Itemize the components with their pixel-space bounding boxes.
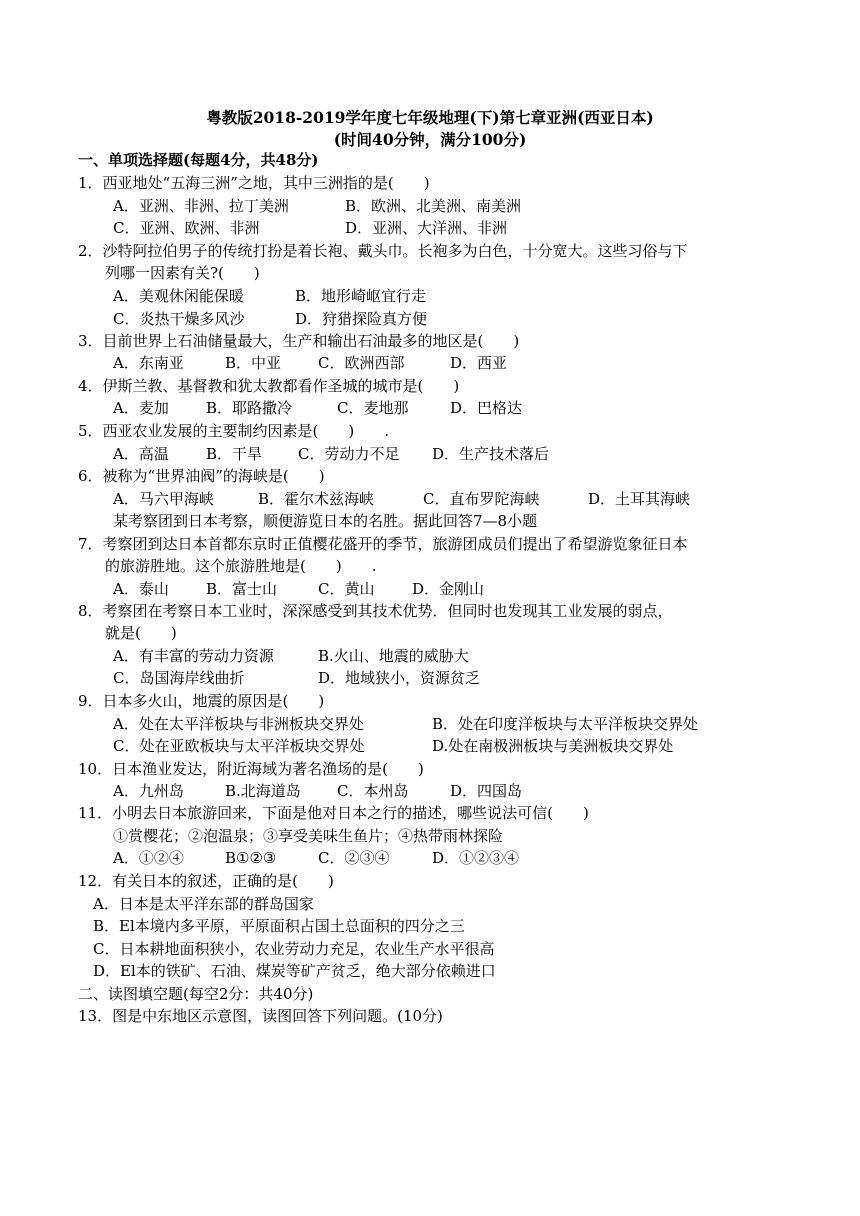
question-12-option-c: C．日本耕地面积狭小，农业劳动力充足，农业生产水平很高 bbox=[93, 940, 495, 958]
question-12-stem: 12．有关日本的叙述，正确的是( ) bbox=[78, 872, 334, 890]
question-2-option-b: B．地形崎岖宜行走 bbox=[295, 287, 427, 305]
question-7-option-b: B．富士山 bbox=[206, 580, 278, 598]
question-3-option-d: D．西亚 bbox=[450, 354, 508, 372]
section-1-heading: 一、单项选择题(每题4分，共48分) bbox=[78, 151, 319, 169]
exam-subtitle: (时间40分钟，满分100分) bbox=[333, 130, 527, 149]
questions-7-8-intro: 某考察团到日本考察，顺便游览日本的名胜。据此回答7—8小题 bbox=[113, 512, 538, 530]
question-8-option-d: D．地域狭小，资源贫乏 bbox=[318, 669, 481, 687]
question-1-option-a: A．亚洲、非洲、拉丁美洲 bbox=[113, 197, 289, 215]
question-11-option-d: D．①②③④ bbox=[432, 849, 520, 867]
question-11-option-a: A．①②④ bbox=[113, 849, 184, 867]
question-4-option-c: C．麦地那 bbox=[337, 399, 409, 417]
question-12-option-d: D．El本的铁矿、石油、煤炭等矿产贫乏，绝大部分依赖进口 bbox=[93, 962, 496, 980]
question-7-option-a: A．泰山 bbox=[113, 580, 169, 598]
question-4-option-d: D．巴格达 bbox=[450, 399, 523, 417]
question-7-option-d: D．金刚山 bbox=[412, 580, 485, 598]
question-8-option-a: A．有丰富的劳动力资源 bbox=[113, 647, 274, 665]
question-1-option-b: B．欧洲、北美洲、南美洲 bbox=[345, 197, 522, 215]
question-4-stem: 4．伊斯兰教、基督教和犹太教都看作圣城的城市是( ) bbox=[78, 377, 460, 395]
question-2-stem-line-1: 2．沙特阿拉伯男子的传统打扮是着长袍、戴头巾。长袍多为白色，十分宽大。这些习俗与下 bbox=[78, 242, 688, 260]
question-5-option-c: C．劳动力不足 bbox=[298, 445, 400, 463]
question-13-stem: 13．图是中东地区示意图，读图回答下列问题。(10分) bbox=[78, 1007, 443, 1025]
question-11-option-b: B①②③ bbox=[225, 849, 277, 867]
question-2-option-d: D．狩猎探险真方便 bbox=[295, 310, 428, 328]
question-2-option-a: A．美观休闲能保暖 bbox=[113, 287, 244, 305]
question-5-stem: 5．西亚农业发展的主要制约因素是( ) . bbox=[78, 422, 390, 440]
question-3-option-b: B．中亚 bbox=[225, 354, 282, 372]
question-3-stem: 3．目前世界上石油储量最大，生产和输出石油最多的地区是( ) bbox=[78, 332, 520, 350]
question-9-option-d: D.处在南极洲板块与美洲板块交界处 bbox=[432, 737, 674, 755]
question-12-option-b: B．El本境内多平原，平原面积占国土总面积的四分之三 bbox=[93, 917, 465, 935]
question-10-option-c: C．本州岛 bbox=[337, 782, 409, 800]
section-2-heading: 二、读图填空题(每空2分：共40分) bbox=[78, 985, 314, 1003]
question-2-stem-line-2: 列哪一因素有关?( ) bbox=[105, 264, 260, 282]
question-10-stem: 10．日本渔业发达，附近海域为著名渔场的是( ) bbox=[78, 760, 424, 778]
question-6-option-d: D．土耳其海峡 bbox=[588, 490, 691, 508]
question-9-option-c: C．处在亚欧板块与太平洋板块交界处 bbox=[113, 737, 365, 755]
question-11-items: ①赏樱花；②泡温泉；③享受美味生鱼片；④热带雨林探险 bbox=[113, 827, 504, 845]
question-2-option-c: C．炎热干燥多风沙 bbox=[113, 310, 245, 328]
question-8-option-c: C．岛国海岸线曲折 bbox=[113, 669, 245, 687]
question-6-option-b: B．霍尔术兹海峡 bbox=[258, 490, 375, 508]
question-7-stem-line-2: 的旅游胜地。这个旅游胜地是( ) . bbox=[105, 557, 377, 575]
question-1-option-d: D．亚洲、大洋洲、非洲 bbox=[345, 219, 508, 237]
question-9-option-b: B．处在印度洋板块与太平洋板块交界处 bbox=[432, 715, 699, 733]
question-5-option-b: B．干旱 bbox=[206, 445, 263, 463]
question-10-option-a: A．九州岛 bbox=[113, 782, 184, 800]
question-4-option-b: B．耶路撒冷 bbox=[206, 399, 293, 417]
question-7-option-c: C．黄山 bbox=[318, 580, 375, 598]
question-1-option-c: C．亚洲、欧洲、非洲 bbox=[113, 219, 260, 237]
question-4-option-a: A．麦加 bbox=[113, 399, 169, 417]
question-6-option-c: C．直布罗陀海峡 bbox=[423, 490, 540, 508]
question-8-option-b: B.火山、地震的威胁大 bbox=[318, 647, 469, 665]
question-1-stem: 1．西亚地处“五海三洲”之地，其中三洲指的是( ) bbox=[78, 174, 430, 192]
question-9-option-a: A．处在太平洋板块与非洲板块交界处 bbox=[113, 715, 364, 733]
question-11-option-c: C．②③④ bbox=[318, 849, 390, 867]
question-10-option-d: D．四国岛 bbox=[450, 782, 523, 800]
question-6-option-a: A．马六甲海峡 bbox=[113, 490, 214, 508]
question-5-option-a: A．高温 bbox=[113, 445, 169, 463]
question-3-option-a: A．东南亚 bbox=[113, 354, 184, 372]
question-11-stem: 11．小明去日本旅游回来，下面是他对日本之行的描述，哪些说法可信( ) bbox=[78, 804, 589, 822]
question-10-option-b: B.北海道岛 bbox=[225, 782, 301, 800]
question-8-stem-line-2: 就是( ) bbox=[105, 624, 177, 642]
question-12-option-a: A．日本是太平洋东部的群岛国家 bbox=[93, 895, 314, 913]
question-7-stem-line-1: 7．考察团到达日本首都东京时正值樱花盛开的季节，旅游团成员们提出了希望游览象征日本 bbox=[78, 535, 688, 553]
question-5-option-d: D．生产技术落后 bbox=[432, 445, 550, 463]
question-6-stem: 6．被称为“世界油阀”的海峡是( ) bbox=[78, 467, 325, 485]
question-8-stem-line-1: 8．考察团在考察日本工业时，深深感受到其技术优势．但同时也发现其工业发展的弱点， bbox=[78, 602, 673, 620]
question-3-option-c: C．欧洲西部 bbox=[318, 354, 405, 372]
exam-title: 粤教版2018-2019学年度七年级地理(下)第七章亚洲(西亚日本) bbox=[206, 108, 654, 127]
question-9-stem: 9．日本多火山，地震的原因是( ) bbox=[78, 692, 325, 710]
